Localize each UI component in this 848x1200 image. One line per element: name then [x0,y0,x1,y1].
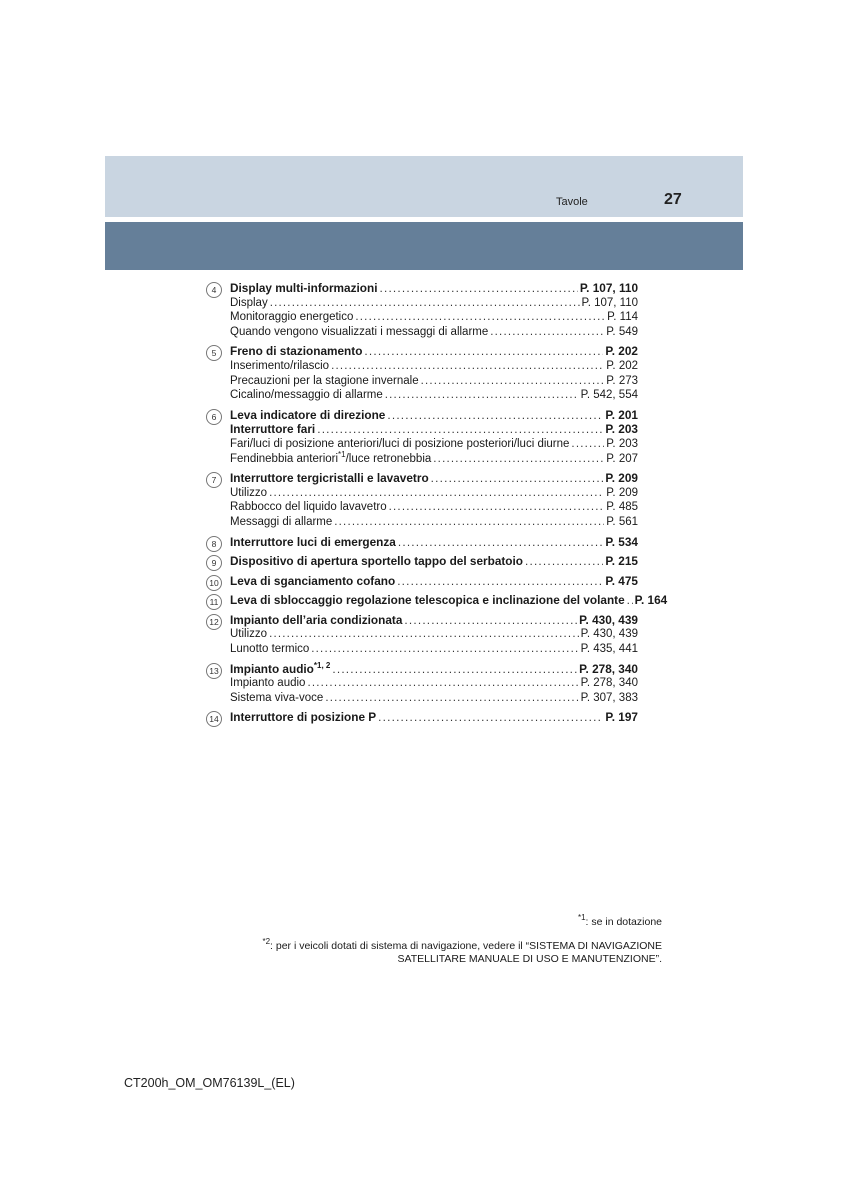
dot-leader [269,627,579,642]
toc-main-item [230,535,638,550]
toc-item-text: Display multi-informazioni [230,281,378,295]
toc-sub-item [230,374,638,389]
toc-entry [206,554,638,569]
toc-main-item [230,422,638,437]
dot-leader [311,642,578,657]
header-band-dark [105,222,743,270]
toc-main-item [230,281,638,296]
toc-page-ref: P. 278, 340 [579,661,638,676]
toc-entry [206,613,638,657]
document-code: CT200h_OM_OM76139L_(EL) [124,1076,295,1090]
dot-leader [431,471,604,486]
toc-page-ref: P. 273 [606,374,638,387]
footnote-ref: *1, 2 [313,660,331,670]
toc-item-title [230,691,323,706]
toc-item-title [230,281,377,296]
toc-entry [206,281,638,339]
toc-item-text: Display [230,296,268,309]
toc-sub-item [230,515,638,530]
toc-item-text: Inserimento/rilascio [230,359,330,372]
toc-page-ref: P. 107, 110 [579,281,638,295]
toc-page-ref: P. 202 [606,359,638,372]
toc-item-title [230,408,385,423]
footnote-2 [192,937,662,966]
dot-leader [385,388,579,403]
toc-item-title [230,449,432,467]
dot-leader [332,662,577,677]
toc-main-item [230,471,638,486]
circled-number: 12 [206,614,222,630]
circled-number: 11 [206,594,222,610]
circled-number: 14 [206,711,222,727]
toc-main-item [230,574,638,589]
toc-page-ref: P. 278, 340 [580,677,638,690]
toc-item-title [230,388,383,403]
dot-leader [571,437,604,452]
toc-item-text: Interruttore luci di emergenza [230,534,396,549]
toc-item-text: Cicalino/messaggio di allarme [230,389,383,402]
toc-item-title [230,593,625,608]
toc-item-title [230,515,332,530]
dot-leader [398,535,604,550]
toc-item-text: Rabbocco del liquido lavavetro [230,501,387,514]
toc-item-text: Dispositivo di apertura sportello tappo del serbatoio [230,554,523,569]
toc-sub-item [230,296,638,311]
toc-item-title [230,642,309,657]
toc-item-title [230,471,429,486]
toc-page-ref: P. 207 [606,452,638,465]
dot-leader [325,691,578,706]
footnote-2-mark: *2 [262,937,271,946]
toc-page-ref: P. 549 [606,325,638,338]
toc-page-ref: P. 542, 554 [580,389,638,402]
toc-page-ref: P. 197 [605,710,638,725]
toc-item-text: Interruttore tergicristalli e lavavetro [230,471,429,486]
dot-leader [317,422,603,437]
toc-entry [206,408,638,466]
toc-item-text: Quando vengono visualizzati i messaggi di allarme [230,325,489,338]
circled-number: 7 [206,472,222,488]
dot-leader [355,310,605,325]
toc-main-item [230,408,638,423]
toc-main-item [230,593,668,608]
toc-item-text: Messaggi di allarme [230,515,333,528]
toc-page-ref: P. 203 [605,422,638,437]
toc-page-ref: P. 202 [605,344,638,359]
toc-sub-item [230,500,638,515]
toc-item-title [230,554,523,569]
toc-page-ref: P. 203 [606,437,638,450]
toc-entry [206,710,638,725]
toc-entry [206,593,668,608]
toc-item-text: Leva indicatore di direzione [230,407,386,422]
toc-sub-item [230,325,638,340]
circled-number: 6 [206,409,222,425]
toc-page-ref: P. 435, 441 [580,643,638,656]
toc-page-ref: P. 561 [606,515,638,528]
toc-sub-item [230,437,638,452]
dot-leader [421,374,605,389]
toc-main-item [230,613,638,628]
footnote-1-text: : se in dotazione [585,916,662,928]
toc-sub-item [230,449,638,467]
toc-item-text: Utilizzo [230,628,268,641]
toc-page-ref: P. 307, 383 [580,691,638,704]
header-band-light [105,156,743,217]
toc-item-text: Monitoraggio energetico [230,311,354,324]
page-number: 27 [664,191,682,208]
toc-item-title [230,613,402,628]
toc-sub-item [230,627,638,642]
toc-page-ref: P. 534 [605,534,638,549]
toc-page-ref: P. 430, 439 [579,612,638,627]
toc-item-title [230,627,267,642]
toc-page-ref: P. 430, 439 [580,628,638,641]
toc-sub-item [230,310,638,325]
toc-page-ref: P. 475 [605,573,638,588]
toc-entry [206,662,638,706]
dot-leader [525,554,603,569]
dot-leader [433,452,604,467]
header-section-title: Tavole [556,196,588,208]
toc-item-title [230,710,376,725]
toc-sub-item [230,676,638,691]
toc-item-text: Impianto audio [230,677,306,690]
footnote-1-mark: *1 [577,913,586,922]
toc-item-text: Lunotto termico [230,643,310,656]
toc-main-item [230,344,638,359]
dot-leader [269,486,604,501]
footnote-ref: *1 [338,449,346,459]
toc-sub-item [230,642,638,657]
toc-item-title [230,500,387,515]
toc-item-title [230,574,395,589]
dot-leader [270,296,580,311]
toc-item-title [230,422,315,437]
circled-number: 9 [206,555,222,571]
toc-item-text: Fari/luci di posizione anteriori/luci di posizione posteriori/luci diurne [230,437,570,450]
toc-page-ref: P. 485 [606,501,638,514]
footnote-2-text: : per i veicoli dotati di sistema di navigazione, vedere il “SISTEMA DI NAVIGAZIONE SATELLITARE MANUALE DI USO E MANUTENZIONE”. [270,940,662,965]
dot-leader [334,515,604,530]
circled-number: 10 [206,575,222,591]
toc-entry [206,574,638,589]
toc-page-ref: P. 164 [634,593,668,608]
circled-number: 13 [206,663,222,679]
toc-item-title [230,662,330,677]
toc-item-text: Leva di sbloccaggio regolazione telescopica e inclinazione del volante [230,593,625,608]
toc-item-title [230,310,353,325]
toc-page-ref: P. 215 [605,554,638,569]
toc-sub-item [230,359,638,374]
dot-leader [331,359,604,374]
toc-item-text: Impianto dell’aria condizionata [230,612,403,627]
toc-item-text: Interruttore fari [230,422,316,437]
toc-entry [206,344,638,402]
toc-sub-item [230,691,638,706]
dot-leader [404,613,577,628]
toc-item-title [230,437,569,452]
dot-leader [389,500,605,515]
table-of-contents [206,281,668,730]
toc-page-ref: P. 209 [605,471,638,486]
toc-page-ref: P. 201 [605,407,638,422]
footnote-1 [577,913,662,929]
toc-item-title [230,676,305,691]
circled-number: 4 [206,282,222,298]
toc-sub-item [230,388,638,403]
toc-entry [206,535,638,550]
toc-item-text: Freno di stazionamento [230,344,363,359]
toc-item-title [230,296,268,311]
toc-main-item [230,554,638,569]
dot-leader [397,574,603,589]
toc-item-text-cont: /luce retronebbia [345,452,432,465]
toc-item-text: Sistema viva-voce [230,691,324,704]
toc-item-title [230,359,329,374]
toc-page-ref: P. 114 [607,311,638,324]
dot-leader [379,281,577,296]
toc-main-item [230,710,638,725]
toc-entry [206,471,638,529]
dot-leader [627,593,633,608]
dot-leader [387,408,603,423]
toc-page-ref: P. 107, 110 [581,296,638,309]
dot-leader [378,710,603,725]
toc-main-item [230,662,638,677]
toc-item-title [230,535,396,550]
circled-number: 5 [206,345,222,361]
toc-item-text: Interruttore di posizione P [230,710,377,725]
toc-item-text: Impianto audio [230,661,314,676]
toc-item-title [230,374,419,389]
toc-item-title [230,486,267,501]
dot-leader [490,325,604,340]
toc-item-text: Precauzioni per la stagione invernale [230,374,419,387]
toc-item-text: Fendinebbia anteriori [230,452,339,465]
dot-leader [307,676,578,691]
toc-item-text: Utilizzo [230,486,268,499]
toc-item-title [230,344,362,359]
circled-number: 8 [206,536,222,552]
toc-page-ref: P. 209 [606,486,638,499]
toc-item-text: Leva di sganciamento cofano [230,573,396,588]
dot-leader [364,344,603,359]
toc-sub-item [230,486,638,501]
toc-item-title [230,325,488,340]
